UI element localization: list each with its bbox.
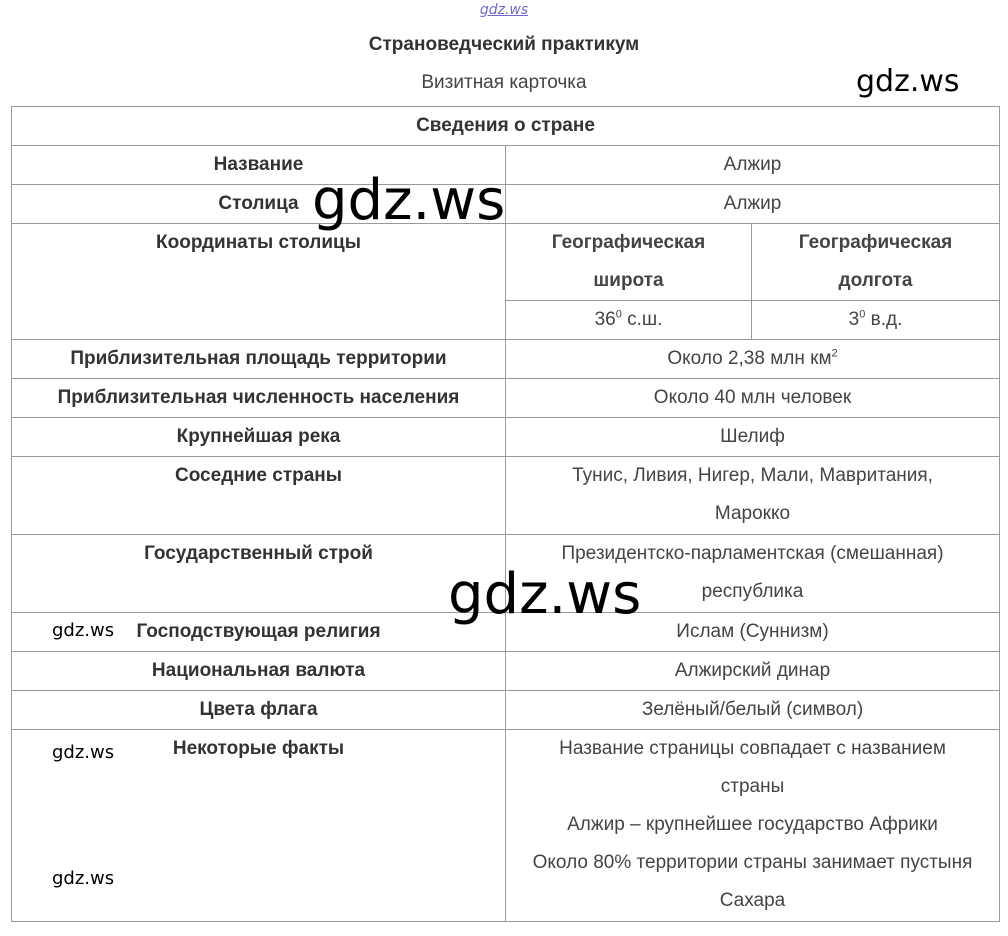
name-value: Алжир (506, 146, 1000, 185)
population-value: Около 40 млн человек (506, 379, 1000, 418)
neighbors-label: Соседние страны (12, 457, 506, 535)
table-row (12, 730, 1000, 922)
watermark: gdz.ws (52, 620, 115, 641)
watermark: gdz.ws (448, 562, 642, 627)
country-card-table (11, 106, 1000, 922)
facts-label: Некоторые факты (12, 730, 506, 922)
religion-value: Ислам (Суннизм) (506, 613, 1000, 652)
population-label: Приблизительная численность населения (12, 379, 506, 418)
table-row (12, 691, 1000, 730)
table-row (12, 146, 1000, 185)
page-title: Страноведческий практикум (368, 34, 640, 55)
page-subtitle: Визитная карточка (421, 72, 587, 93)
table-row (12, 457, 1000, 535)
area-label: Приблизительная площадь территории (12, 340, 506, 379)
neighbors-value: Тунис, Ливия, Нигер, Мали, Мавритания, Марокко (506, 457, 1000, 535)
table-row (12, 379, 1000, 418)
fact-item: Название страницы совпадает с названием страны (559, 738, 946, 797)
table-row (12, 340, 1000, 379)
capital-value: Алжир (506, 185, 1000, 224)
watermark: gdz.ws (52, 868, 115, 889)
river-label: Крупнейшая река (12, 418, 506, 457)
table-header: Сведения о стране (12, 107, 1000, 146)
flag-label: Цвета флага (12, 691, 506, 730)
name-label: Название (12, 146, 506, 185)
area-value: Около 2,38 млн $км^2$ (506, 340, 1000, 379)
fact-item: Алжир – крупнейшее государство Африки (567, 814, 938, 835)
currency-value: Алжирский динар (506, 652, 1000, 691)
table-row (12, 224, 1000, 301)
latitude-value: $36^0$ с.ш. (506, 301, 752, 340)
currency-label: Национальная валюта (12, 652, 506, 691)
facts-value (506, 730, 1000, 922)
religion-label: Господствующая религия (12, 613, 506, 652)
government-label: Государственный строй (12, 535, 506, 613)
river-value: Шелиф (506, 418, 1000, 457)
fact-item: Около 80% территории страны занимает пустыня Сахара (532, 852, 973, 911)
top-link[interactable]: gdz.ws (479, 2, 529, 18)
table-row (12, 107, 1000, 146)
longitude-header: Географическая долгота (752, 224, 1000, 301)
watermark: gdz.ws (312, 168, 506, 233)
flag-value: Зелёный/белый (символ) (506, 691, 1000, 730)
latitude-header: Географическая широта (506, 224, 752, 301)
table-row (12, 185, 1000, 224)
government-value: Президентско-парламентская (смешанная) республика (506, 535, 1000, 613)
table-row (12, 652, 1000, 691)
coords-label: Координаты столицы (12, 224, 506, 340)
capital-label: Столица (12, 185, 506, 224)
watermark: gdz.ws (52, 742, 115, 763)
watermark: gdz.ws (856, 64, 960, 99)
longitude-value: $3^0$ в.д. (752, 301, 1000, 340)
table-row (12, 418, 1000, 457)
